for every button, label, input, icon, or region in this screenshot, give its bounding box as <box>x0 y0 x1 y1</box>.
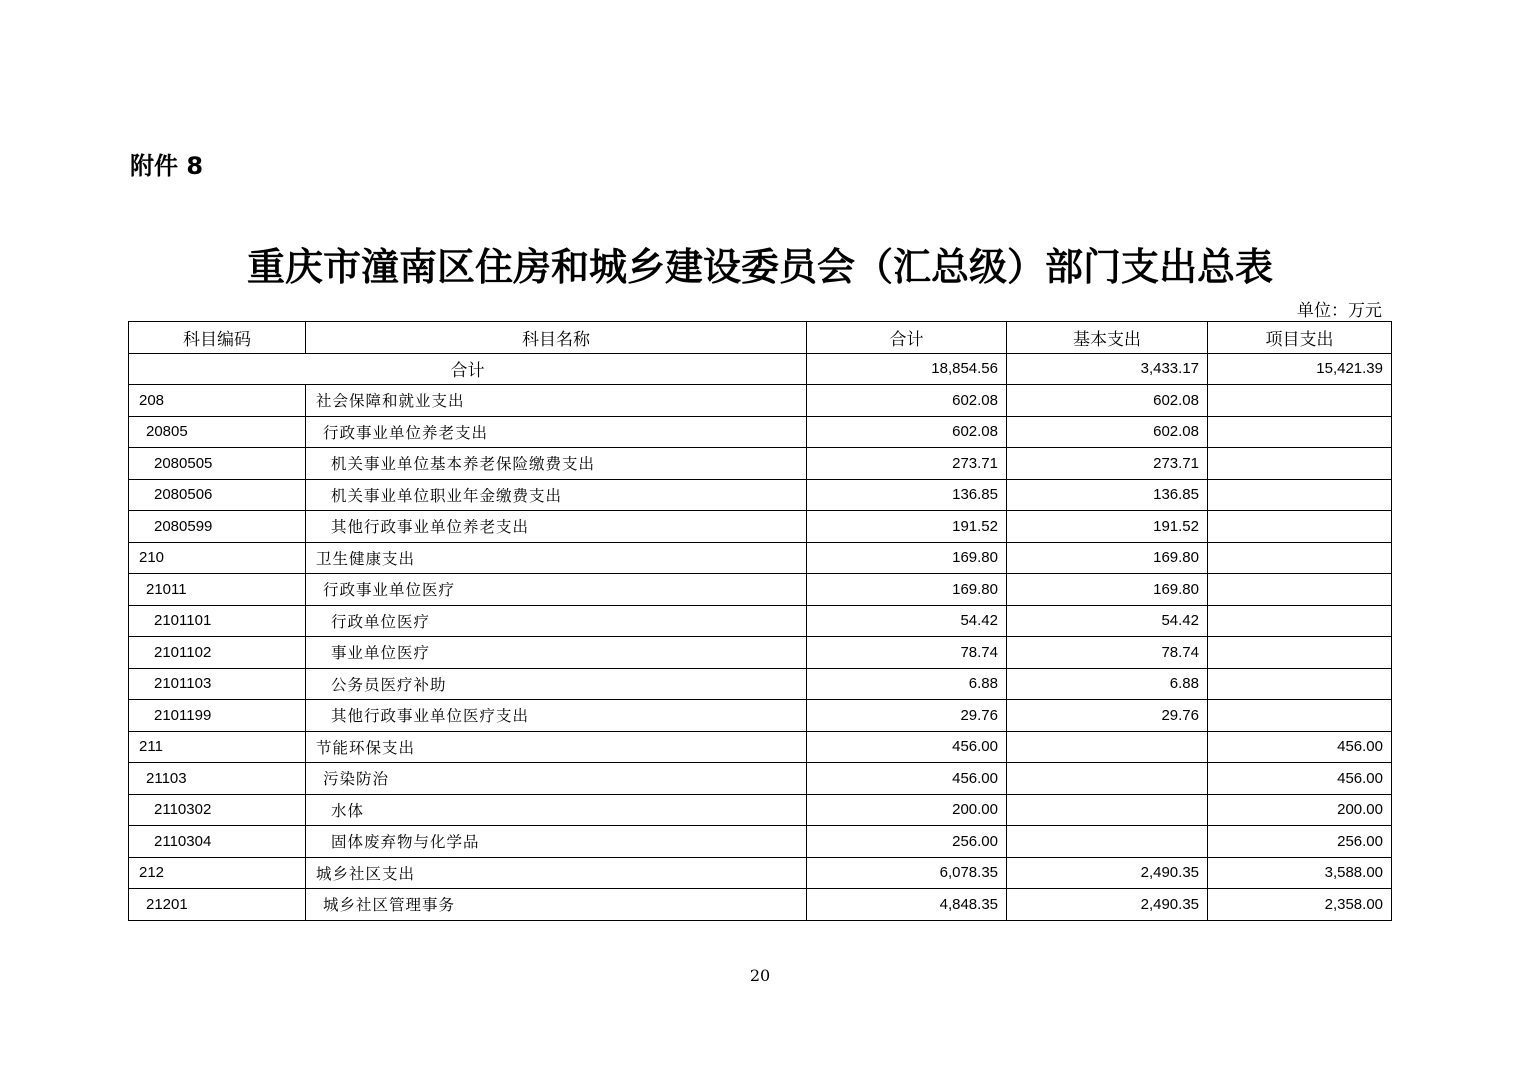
table-row <box>129 385 1392 417</box>
table-row <box>129 763 1392 795</box>
table-row <box>129 857 1392 889</box>
row-total: 602.08 <box>807 416 1007 448</box>
row-project <box>1208 605 1392 637</box>
row-project <box>1208 385 1392 417</box>
row-name: 行政事业单位医疗 <box>306 574 807 606</box>
row-total: 136.85 <box>807 479 1007 511</box>
row-total: 191.52 <box>807 511 1007 543</box>
row-total: 456.00 <box>807 731 1007 763</box>
table-row <box>129 668 1392 700</box>
table-row <box>129 700 1392 732</box>
row-total: 78.74 <box>807 637 1007 669</box>
row-name: 行政事业单位养老支出 <box>306 416 807 448</box>
row-basic <box>1007 794 1208 826</box>
row-total: 200.00 <box>807 794 1007 826</box>
row-name: 城乡社区管理事务 <box>306 889 807 921</box>
row-code: 2080506 <box>129 479 306 511</box>
table-row <box>129 511 1392 543</box>
attachment-label: 附件 8 <box>130 152 204 180</box>
row-basic: 6.88 <box>1007 668 1208 700</box>
table-row <box>129 826 1392 858</box>
table-row <box>129 448 1392 480</box>
table-row <box>129 542 1392 574</box>
row-basic: 54.42 <box>1007 605 1208 637</box>
row-basic <box>1007 826 1208 858</box>
total-sum: 18,854.56 <box>807 353 1007 385</box>
row-total: 169.80 <box>807 542 1007 574</box>
table-row <box>129 574 1392 606</box>
row-total: 273.71 <box>807 448 1007 480</box>
row-basic: 191.52 <box>1007 511 1208 543</box>
row-code: 2101103 <box>129 668 306 700</box>
table-row <box>129 605 1392 637</box>
row-name: 水体 <box>306 794 807 826</box>
row-code: 20805 <box>129 416 306 448</box>
row-code: 2110302 <box>129 794 306 826</box>
row-project <box>1208 479 1392 511</box>
row-project: 3,588.00 <box>1208 857 1392 889</box>
row-project: 2,358.00 <box>1208 889 1392 921</box>
row-code: 2080599 <box>129 511 306 543</box>
row-basic: 602.08 <box>1007 385 1208 417</box>
row-project <box>1208 668 1392 700</box>
row-name: 卫生健康支出 <box>306 542 807 574</box>
row-total: 456.00 <box>807 763 1007 795</box>
row-project <box>1208 637 1392 669</box>
unit-label: 单位：万元 <box>1297 301 1382 321</box>
row-basic <box>1007 763 1208 795</box>
row-name: 节能环保支出 <box>306 731 807 763</box>
table-row <box>129 889 1392 921</box>
table-row <box>129 479 1392 511</box>
row-basic: 2,490.35 <box>1007 889 1208 921</box>
row-basic: 169.80 <box>1007 574 1208 606</box>
row-code: 2110304 <box>129 826 306 858</box>
row-code: 2080505 <box>129 448 306 480</box>
row-basic: 169.80 <box>1007 542 1208 574</box>
row-project <box>1208 416 1392 448</box>
table-row <box>129 637 1392 669</box>
row-code: 21011 <box>129 574 306 606</box>
row-code: 210 <box>129 542 306 574</box>
row-basic: 2,490.35 <box>1007 857 1208 889</box>
row-total: 169.80 <box>807 574 1007 606</box>
row-code: 2101102 <box>129 637 306 669</box>
total-basic: 3,433.17 <box>1007 353 1208 385</box>
row-name: 机关事业单位基本养老保险缴费支出 <box>306 448 807 480</box>
row-name: 机关事业单位职业年金缴费支出 <box>306 479 807 511</box>
row-project: 456.00 <box>1208 763 1392 795</box>
row-name: 其他行政事业单位医疗支出 <box>306 700 807 732</box>
row-basic: 602.08 <box>1007 416 1208 448</box>
row-name: 其他行政事业单位养老支出 <box>306 511 807 543</box>
row-code: 212 <box>129 857 306 889</box>
row-project <box>1208 574 1392 606</box>
row-name: 污染防治 <box>306 763 807 795</box>
page-title: 重庆市潼南区住房和城乡建设委员会（汇总级）部门支出总表 <box>246 244 1273 289</box>
header-name: 科目名称 <box>306 322 807 354</box>
row-basic: 78.74 <box>1007 637 1208 669</box>
row-code: 208 <box>129 385 306 417</box>
row-basic: 29.76 <box>1007 700 1208 732</box>
expenditure-table <box>128 321 1392 921</box>
total-row <box>129 353 1392 385</box>
row-code: 21103 <box>129 763 306 795</box>
row-code: 2101101 <box>129 605 306 637</box>
row-total: 602.08 <box>807 385 1007 417</box>
row-project <box>1208 700 1392 732</box>
row-code: 211 <box>129 731 306 763</box>
row-basic: 136.85 <box>1007 479 1208 511</box>
row-name: 公务员医疗补助 <box>306 668 807 700</box>
row-code: 2101199 <box>129 700 306 732</box>
row-basic: 273.71 <box>1007 448 1208 480</box>
row-project <box>1208 448 1392 480</box>
row-total: 6,078.35 <box>807 857 1007 889</box>
row-total: 6.88 <box>807 668 1007 700</box>
table-header-row <box>129 322 1392 354</box>
row-project: 456.00 <box>1208 731 1392 763</box>
row-total: 4,848.35 <box>807 889 1007 921</box>
row-total: 256.00 <box>807 826 1007 858</box>
row-project: 256.00 <box>1208 826 1392 858</box>
row-project: 200.00 <box>1208 794 1392 826</box>
table-row <box>129 416 1392 448</box>
table-row <box>129 731 1392 763</box>
row-name: 社会保障和就业支出 <box>306 385 807 417</box>
row-code: 21201 <box>129 889 306 921</box>
row-total: 29.76 <box>807 700 1007 732</box>
row-project <box>1208 542 1392 574</box>
header-code: 科目编码 <box>129 322 306 354</box>
header-basic: 基本支出 <box>1007 322 1208 354</box>
row-name: 城乡社区支出 <box>306 857 807 889</box>
header-project: 项目支出 <box>1208 322 1392 354</box>
row-name: 事业单位医疗 <box>306 637 807 669</box>
row-name: 行政单位医疗 <box>306 605 807 637</box>
row-total: 54.42 <box>807 605 1007 637</box>
row-basic <box>1007 731 1208 763</box>
total-project: 15,421.39 <box>1208 353 1392 385</box>
table-row <box>129 794 1392 826</box>
row-name: 固体废弃物与化学品 <box>306 826 807 858</box>
page-number: 20 <box>749 966 771 985</box>
row-project <box>1208 511 1392 543</box>
header-total: 合计 <box>807 322 1007 354</box>
total-label: 合计 <box>129 353 807 385</box>
